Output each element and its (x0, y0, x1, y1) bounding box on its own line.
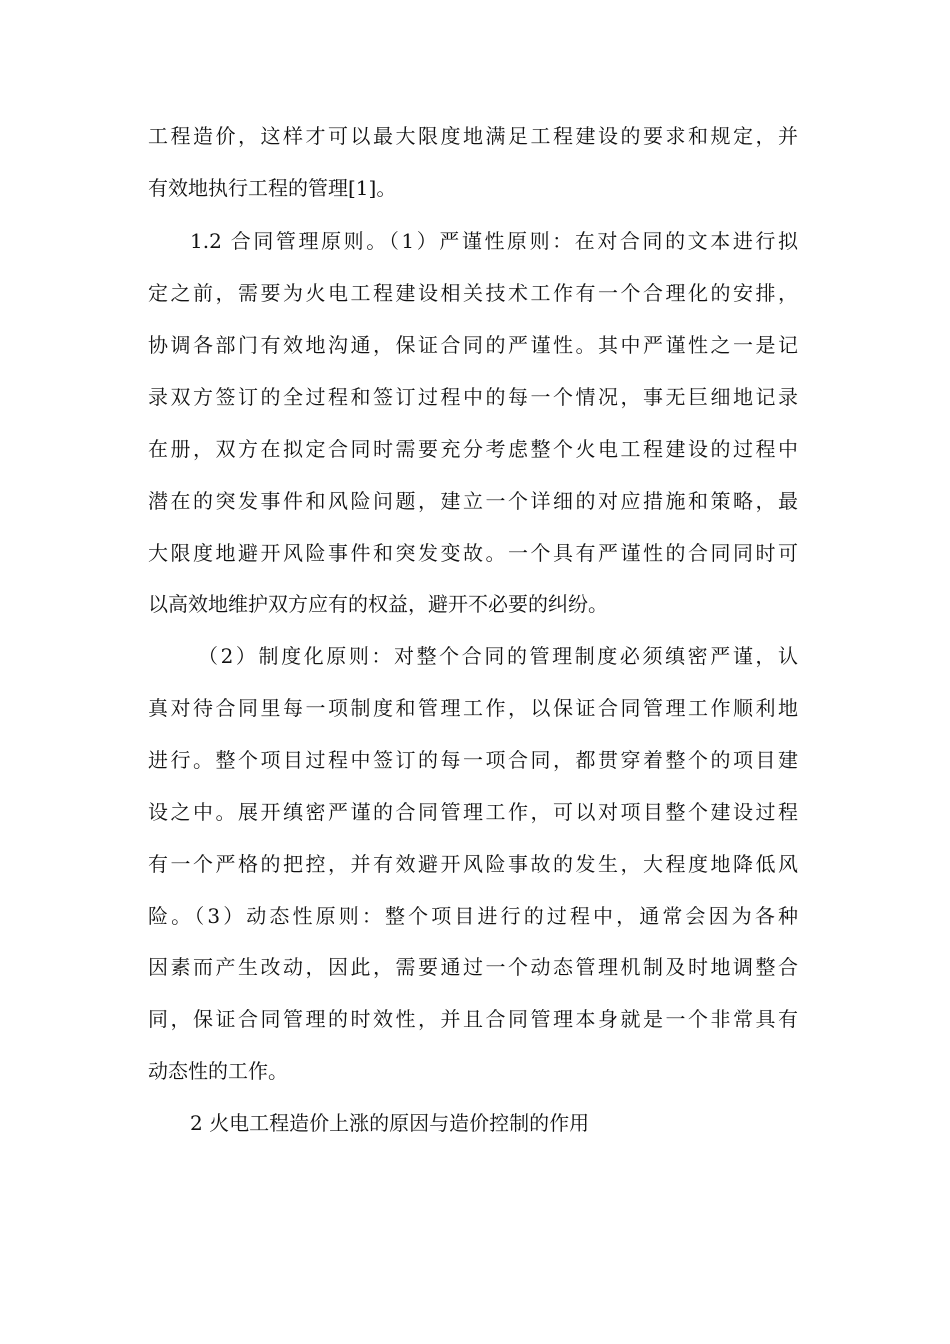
text-line: 险。（3）动态性原则：整个项目进行的过程中，通常会因为各种 (148, 904, 798, 928)
text-line: 动态性的工作。 (148, 1059, 288, 1083)
text-line: 大限度地避开风险事件和突发变故。一个具有严谨性的合同同时可 (148, 541, 798, 565)
text-line: 进行。整个项目过程中签订的每一项合同，都贯穿着整个的项目建 (148, 748, 798, 772)
text-line: 有一个严格的把控，并有效避开风险事故的发生，大程度地降低风 (148, 852, 798, 876)
text-line: 因素而产生改动，因此，需要通过一个动态管理机制及时地调整合 (148, 955, 798, 979)
text-line: 协调各部门有效地沟通，保证合同的严谨性。其中严谨性之一是记 (148, 333, 798, 357)
text-line: 在册，双方在拟定合同时需要充分考虑整个火电工程建设的过程中 (148, 437, 798, 461)
text-line: 设之中。展开缜密严谨的合同管理工作，可以对项目整个建设过程 (148, 800, 798, 824)
text-line: 工程造价，这样才可以最大限度地满足工程建设的要求和规定，并 (148, 124, 798, 148)
text-line: 同，保证合同管理的时效性，并且合同管理本身就是一个非常具有 (148, 1007, 798, 1031)
text-line: 潜在的突发事件和风险问题，建立一个详细的对应措施和策略，最 (148, 489, 798, 513)
text-line: 真对待合同里每一项制度和管理工作，以保证合同管理工作顺利地 (148, 696, 798, 720)
section-heading: 2 火电工程造价上涨的原因与造价控制的作用 (190, 1111, 590, 1135)
text-line: 以高效地维护双方应有的权益，避开不必要的纠纷。 (148, 592, 608, 616)
section-heading-line: 1.2 合同管理原则。（1）严谨性原则：在对合同的文本进行拟 (190, 229, 798, 253)
text-line: 定之前，需要为火电工程建设相关技术工作有一个合理化的安排， (148, 281, 798, 305)
text-line: （2）制度化原则：对整个合同的管理制度必须缜密严谨，认 (198, 644, 798, 668)
text-line: 录双方签订的全过程和签订过程中的每一个情况，事无巨细地记录 (148, 385, 798, 409)
text-line: 有效地执行工程的管理[1]。 (148, 176, 397, 200)
